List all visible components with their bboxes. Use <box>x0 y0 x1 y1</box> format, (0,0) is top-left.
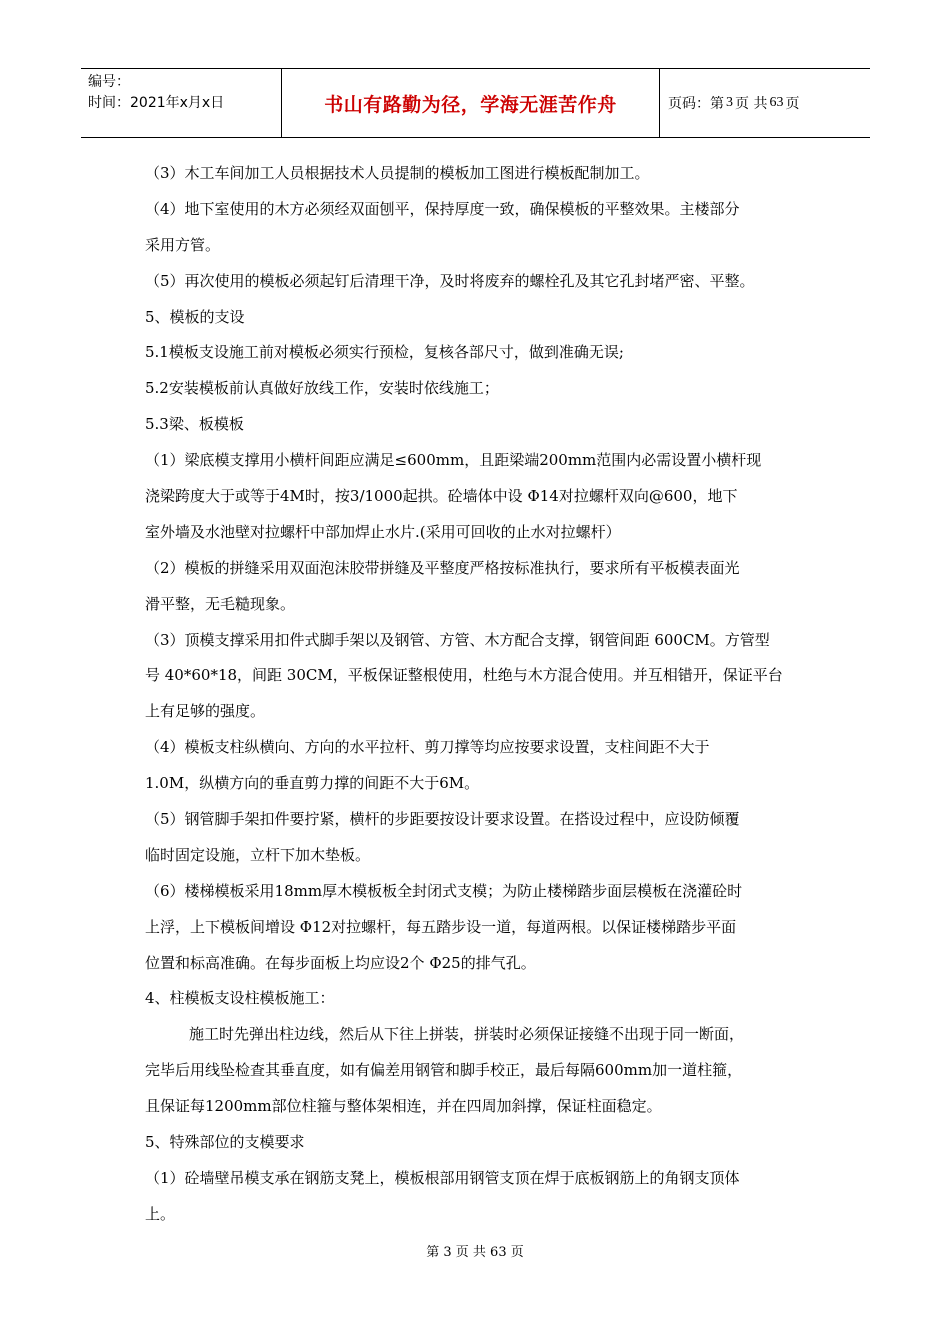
header-meta <box>81 69 282 137</box>
body-line: 上有足够的强度。 <box>145 702 266 721</box>
body-line: （1）梁底模支撑用小横杆间距应满足≤600mm，且距梁端200mm范围内必需设置小横杆现 <box>145 451 762 470</box>
section-heading: 5、模板的支设 <box>145 307 245 326</box>
body-line: 完毕后用线坠检查其垂直度，如有偏差用钢管和脚手校正，最后每隔600mm加一道柱箍， <box>145 1061 743 1080</box>
page-footer: 第 3 页 共 63 页 <box>426 1245 524 1260</box>
body-line: 施工时先弹出柱边线，然后从下往上拼装，拼装时必须保证接缝不出现于同一断面， <box>189 1025 745 1044</box>
document-body <box>145 156 815 1233</box>
body-line: 室外墙及水池壁对拉螺杆中部加焊止水片.(采用可回收的止水对拉螺杆） <box>145 522 621 541</box>
body-line: （5）钢管脚手架扣件要拧紧，横杆的步距要按设计要求设置。在搭设过程中，应设防倾覆 <box>145 810 740 829</box>
page-prefix: 页码：第 <box>668 96 724 112</box>
body-line: 号 40*60*18，间距 30CM，平板保证整根使用，杜绝与木方混合使用。并互相错开，保证平台 <box>145 666 783 685</box>
page-suffix: 页 <box>785 96 800 112</box>
body-line: 滑平整，无毛糙现象。 <box>145 594 296 613</box>
body-line: 5.1模板支设施工前对模板必须实行预检，复核各部尺寸，做到准确无误; <box>145 343 624 362</box>
body-line: 位置和标高准确。在每步面板上均应设2个 Φ25的排气孔。 <box>145 953 536 972</box>
body-line: （5）再次使用的模板必须起钉后清理干净，及时将废弃的螺栓孔及其它孔封堵严密、平整。 <box>145 271 755 290</box>
body-line: （6）楼梯模板采用18mm厚木模板板全封闭式支模；为防止楼梯踏步面层模板在浇灌砼时 <box>145 881 743 900</box>
body-line: 浇梁跨度大于或等于4M时，按3/1000起拱。砼墙体中设 Φ14对拉螺杆双向@600，地下 <box>145 487 738 506</box>
document-date: 时间：2021年x月x日 <box>88 95 225 111</box>
body-line: 且保证每1200mm部位柱箍与整体架相连，并在四周加斜撑，保证柱面稳定。 <box>145 1097 662 1116</box>
page-current: 3 <box>726 95 733 110</box>
body-line: （4）模板支柱纵横向、方向的水平拉杆、剪刀撑等均应按要求设置，支柱间距不大于 <box>145 738 710 757</box>
body-line: 临时固定设施，立杆下加木垫板。 <box>145 845 371 864</box>
page-total: 63 <box>769 95 784 110</box>
body-line: （3）顶模支撑采用扣件式脚手架以及钢管、方管、木方配合支撑，钢管间距 600CM。方管型 <box>145 630 770 649</box>
body-line: 5.2安装模板前认真做好放线工作，安装时依线施工； <box>145 379 499 398</box>
page-mid: 页 共 <box>735 96 768 112</box>
body-line: （3）木工车间加工人员根据技术人员提制的模板加工图进行模板配制加工。 <box>145 164 650 182</box>
body-line: 上浮，上下模板间增设 Φ12对拉螺杆，每五踏步设一道，每道两根。以保证楼梯踏步平面 <box>145 917 737 936</box>
header-page-info <box>660 69 870 137</box>
header-motto: 书山有路勤为径，学海无涯苦作舟 <box>282 69 660 137</box>
section-heading: 5.3梁、板模板 <box>145 415 244 434</box>
body-line: 上。 <box>145 1204 176 1223</box>
body-line: 采用方管。 <box>145 235 221 254</box>
body-line: （4）地下室使用的木方必须经双面刨平，保持厚度一致，确保模板的平整效果。主楼部分 <box>145 199 740 218</box>
body-line: 1.0M，纵横方向的垂直剪力撑的间距不大于6M。 <box>145 774 480 793</box>
page-header <box>81 68 870 138</box>
body-line: （2）模板的拼缝采用双面泡沫胶带拼缝及平整度严格按标准执行，要求所有平板模表面光 <box>145 558 740 577</box>
body-line: （1）砼墙壁吊模支承在钢筋支凳上，模板根部用钢管支顶在焊于底板钢筋上的角钢支顶体 <box>145 1168 740 1187</box>
section-heading: 5、特殊部位的支模要求 <box>145 1133 305 1152</box>
document-number-label: 编号： <box>88 74 130 90</box>
section-heading: 4、柱模板支设柱模板施工： <box>145 989 335 1008</box>
